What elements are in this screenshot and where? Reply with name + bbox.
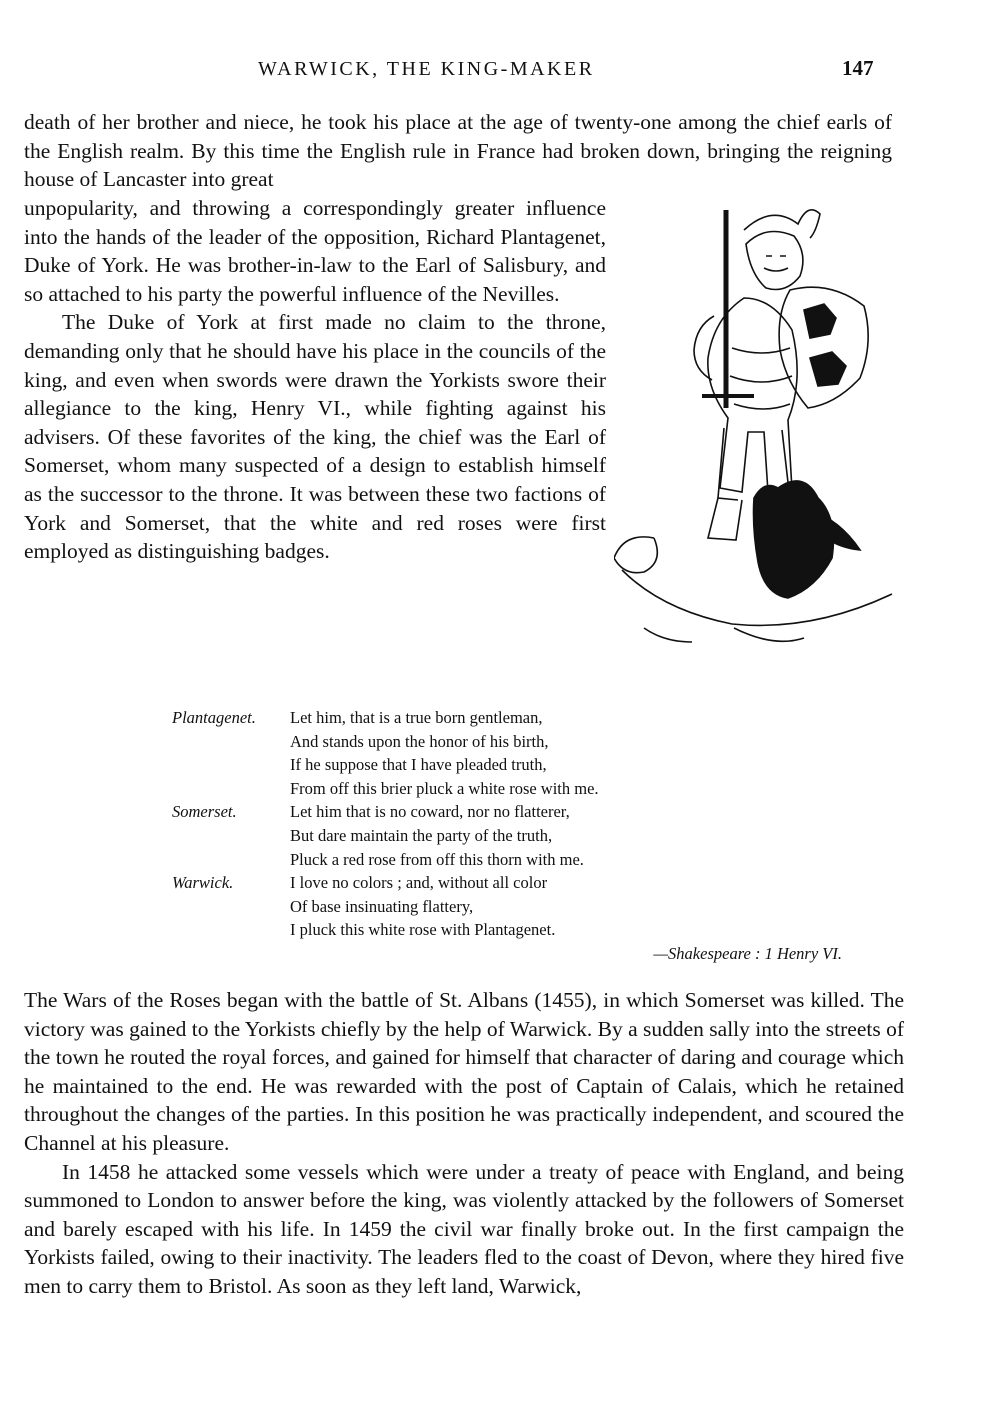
verse-text: Let him, that is a true born gentleman, <box>290 708 543 727</box>
verse-line <box>172 824 852 848</box>
verse-line <box>172 918 852 942</box>
verse-line <box>172 706 852 730</box>
verse-text: And stands upon the honor of his birth, <box>290 731 549 751</box>
speaker-name: Warwick. <box>172 873 234 893</box>
quoted-verse <box>172 706 852 966</box>
attribution-row <box>172 942 852 966</box>
running-header <box>0 58 1000 88</box>
page-number: 147 <box>842 56 874 80</box>
text-beside-illustration <box>24 194 606 566</box>
knight-illustration <box>614 198 896 668</box>
verse-text: Let him that is no coward, nor no flatterer, <box>290 802 570 822</box>
verse-line <box>172 800 852 824</box>
running-title: WARWICK, THE KING-MAKER <box>258 58 595 80</box>
verse-text: Of base insinuating flattery, <box>290 896 474 916</box>
paragraph-4: In 1458 he attacked some vessels which were under a treaty of peace with England, and being summoned to London to answer before the king, was violently attacked by the followers of Somerset and barely escaped with his life. In 1459 the civil war finally broke out. In the first campaign the Yorkists failed, owing to their inactivity. The leaders fled to the coast of Devon, where they hired five men to carry them to Bristol. As soon as they left land, Warwick, <box>24 1159 904 1298</box>
paragraph-1-continued: unpopularity, and throwing a correspondingly greater influence into the hands of the leader of the opposition, Richard Plantagenet, Duke of York. He was brother-in-law to the Earl of Salisbury, and so attached to his party the powerful influence of the Nevilles. <box>24 196 606 306</box>
paragraph-2: The Duke of York at first made no claim to the throne, demanding only that he should have his place in the councils of the king, and even when swords were drawn the Yorkists swore their allegiance to the king, Henry VI., while fighting against his advisers. Of these favorites of the king, the chief was the Earl of Somerset, whom many suspected of a design to establish himself as the successor to the throne. It was between these two factions of York and Somerset, that the white and red roses were first employed as distinguishing badges. <box>24 310 606 564</box>
paragraph-3: The Wars of the Roses began with the battle of St. Albans (1455), in which Somerset was killed. The victory was gained to the Yorkists chiefly by the help of Warwick. By a sudden sally into the streets of the town he routed the royal forces, and gained for himself that character of daring and courage which he maintained to the end. He was rewarded with the post of Captain of Calais, which he retained throughout the changes of the parties. In this position he was practically independent, and scoured the Channel at his pleasure. <box>24 988 904 1155</box>
lower-text <box>24 986 904 1301</box>
verse-text: I love no colors ; and, without all color <box>290 873 548 893</box>
verse-text: But dare maintain the party of the truth, <box>290 825 553 845</box>
verse-line <box>172 730 852 754</box>
verse-line <box>172 753 852 777</box>
verse-line <box>172 871 852 895</box>
speaker-name: Plantagenet. <box>172 708 256 727</box>
verse-line <box>172 777 852 801</box>
verse-text: From off this brier pluck a white rose with me. <box>290 778 599 798</box>
knight-with-eagle-shield-icon <box>614 198 896 668</box>
speaker-name: Somerset. <box>172 802 237 822</box>
paragraph-1-full-width: death of her brother and niece, he took his place at the age of twenty-one among the chief earls of the English realm. By this time the English rule in France had broken down, bringing the reigning house of Lancaster into great <box>24 110 892 192</box>
verse-text: Pluck a red rose from off this thorn with me. <box>290 849 584 869</box>
verse-text: If he suppose that I have pleaded truth, <box>290 755 547 775</box>
verse-line <box>172 848 852 872</box>
verse-line <box>172 895 852 919</box>
verse-text: I pluck this white rose with Plantagenet. <box>290 920 556 940</box>
attribution: —Shakespeare : 1 Henry VI. <box>653 943 842 963</box>
